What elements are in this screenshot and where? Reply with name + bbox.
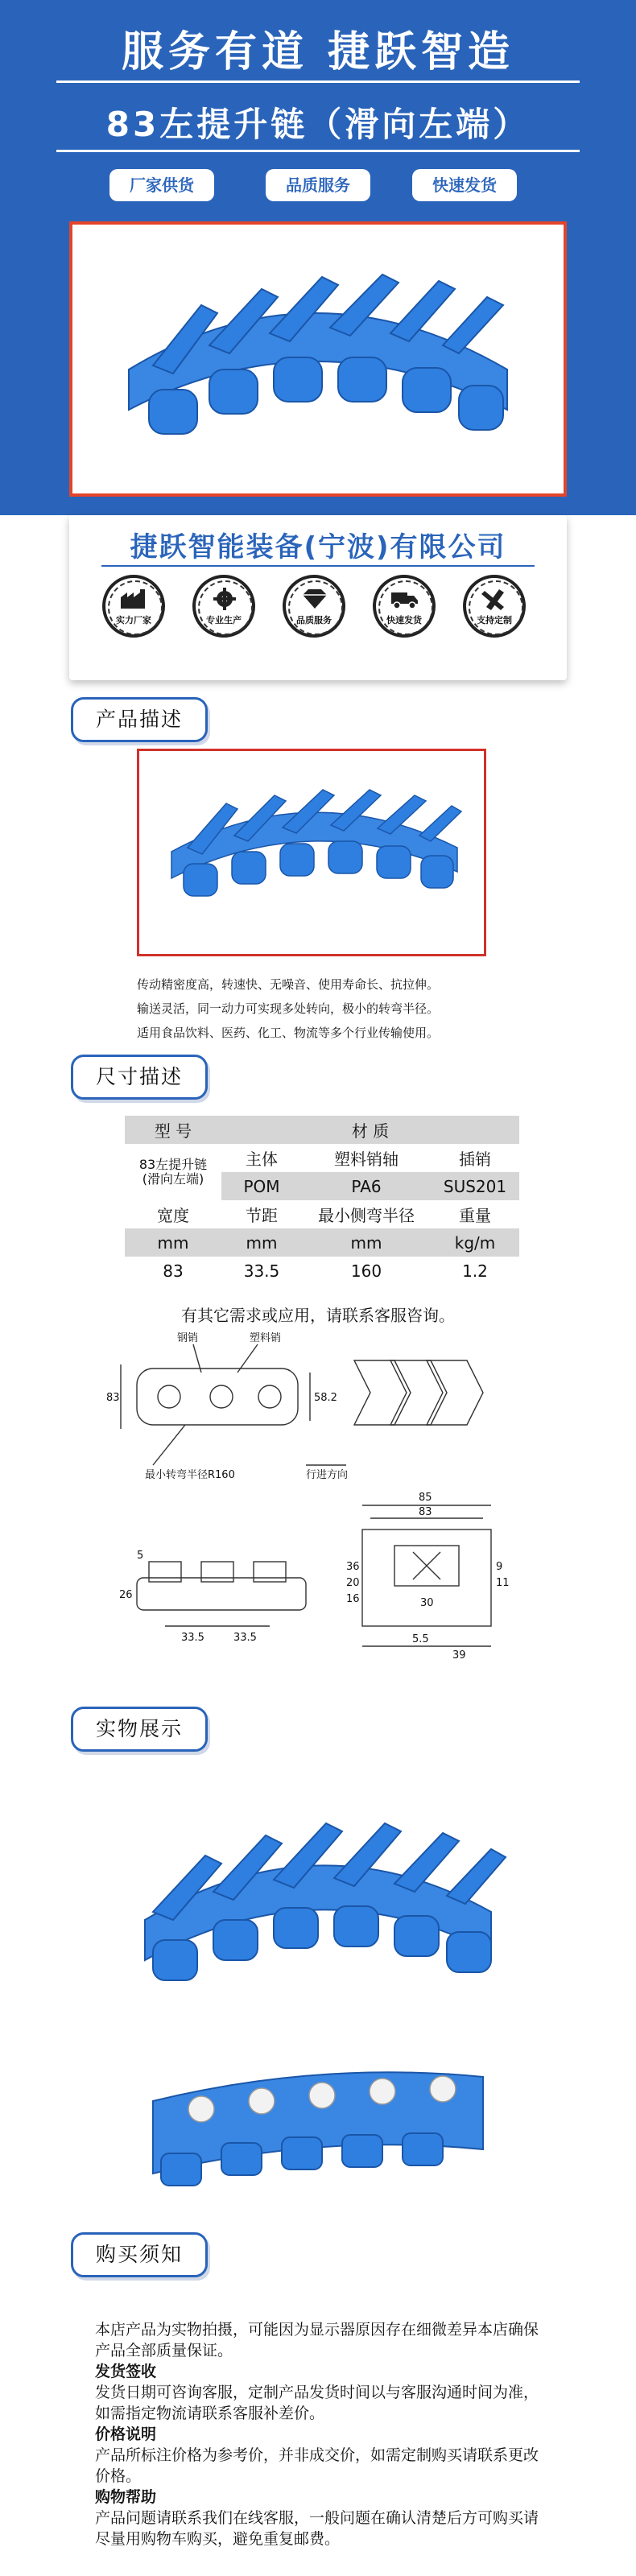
pill-factory-supply: 厂家供货 bbox=[109, 169, 214, 201]
dim-pitch-a: 33.5 bbox=[181, 1632, 204, 1644]
spec-cell: 重量 bbox=[459, 1206, 491, 1225]
hero-product-image bbox=[69, 221, 567, 497]
truck-icon bbox=[390, 588, 420, 610]
bottom-view-tab bbox=[201, 1562, 233, 1582]
description-line: 适用食品饮料、医药、化工、物流等多个行业传输使用。 bbox=[137, 1026, 440, 1040]
pill-quality-service: 品质服务 bbox=[266, 169, 370, 201]
spec-cell: 宽度 bbox=[157, 1206, 189, 1225]
notes-heading: 价格说明 bbox=[95, 2425, 157, 2443]
gear-icon bbox=[209, 588, 240, 610]
bottom-view-tab bbox=[254, 1562, 286, 1582]
dim-58-2: 58.2 bbox=[314, 1392, 337, 1404]
technical-drawing bbox=[105, 1328, 539, 1666]
spec-cell-model: 83左提升链 (滑向左端) bbox=[138, 1157, 208, 1187]
pin-circle bbox=[210, 1385, 233, 1408]
badge-label: 专业生产 bbox=[206, 615, 242, 625]
section-title-product-desc: 产品描述 bbox=[71, 697, 208, 742]
dim-9: 9 bbox=[496, 1561, 503, 1573]
leader-line bbox=[153, 1425, 185, 1465]
spec-cell: 33.5 bbox=[243, 1261, 280, 1281]
spec-cell: kg/m bbox=[431, 1228, 519, 1257]
spec-cell: 主体 bbox=[246, 1150, 278, 1169]
dim-39: 39 bbox=[452, 1649, 466, 1662]
badge-strong-factory bbox=[100, 575, 167, 638]
notes-paragraph: 发货日期可咨询客服，定制产品发货时间以与客服沟通时间为准，如需指定物流请联系客服补差价。 bbox=[95, 2384, 539, 2422]
spec-cell: 160 bbox=[350, 1261, 382, 1281]
pin-circle bbox=[258, 1385, 281, 1408]
spec-cell: mm bbox=[125, 1228, 221, 1257]
section-title-purchase-notes: 购买须知 bbox=[71, 2232, 208, 2277]
cross-section-body bbox=[362, 1530, 491, 1626]
dim-pitch-b: 33.5 bbox=[233, 1632, 257, 1644]
spec-cell: mm bbox=[221, 1228, 302, 1257]
spec-cell: 节距 bbox=[246, 1206, 278, 1225]
spec-cell: 插销 bbox=[459, 1150, 491, 1169]
spec-cell: mm bbox=[302, 1228, 431, 1257]
badge-quality-service bbox=[280, 575, 348, 638]
real-photo-top bbox=[129, 1799, 507, 2000]
dim-5: 5 bbox=[137, 1550, 144, 1562]
notes-paragraph: 产品所标注价格为参考价，并非成交价，如需定制购买请联系更改价格。 bbox=[95, 2446, 539, 2485]
dim-83-side: 83 bbox=[106, 1392, 120, 1404]
drawing-label-steel-pin: 钢销 bbox=[177, 1332, 199, 1344]
section-title-size-desc: 尺寸描述 bbox=[71, 1055, 208, 1100]
contact-note: 有其它需求或应用，请联系客服咨询。 bbox=[181, 1306, 455, 1325]
drawing-label-min-radius: 最小转弯半径R160 bbox=[145, 1469, 235, 1481]
hero-subtitle: 83左提升链（滑向左端） bbox=[105, 105, 531, 144]
dim-36: 36 bbox=[346, 1561, 360, 1573]
purchase-notes bbox=[95, 2319, 546, 2549]
diamond-icon bbox=[299, 588, 330, 610]
product-desc-image bbox=[137, 749, 486, 956]
notes-paragraph: 本店产品为实物拍摄，可能因为显示器原因存在细微差异本店确保产品全部质量保证。 bbox=[95, 2321, 539, 2359]
dim-26: 26 bbox=[119, 1589, 133, 1601]
spec-table bbox=[125, 1116, 519, 1285]
description-line: 传动精密度高，转速快、无噪音、使用寿命长、抗拉伸。 bbox=[137, 977, 440, 992]
badge-professional-production bbox=[190, 575, 258, 638]
dim-11: 11 bbox=[496, 1577, 510, 1589]
real-photo-bottom bbox=[145, 2013, 491, 2198]
spec-cell: POM bbox=[221, 1172, 302, 1200]
side-view-body bbox=[137, 1368, 298, 1425]
badge-customization bbox=[460, 575, 528, 638]
spec-cell: SUS201 bbox=[431, 1172, 519, 1200]
dim-16: 16 bbox=[346, 1593, 360, 1605]
badge-label: 快速发货 bbox=[386, 615, 422, 625]
dim-5-5: 5.5 bbox=[412, 1633, 429, 1645]
pin-circle bbox=[158, 1385, 180, 1408]
company-divider bbox=[101, 565, 535, 567]
section-title-real-photos: 实物展示 bbox=[71, 1707, 208, 1752]
dim-83-top: 83 bbox=[419, 1506, 432, 1518]
notes-heading: 发货签收 bbox=[95, 2363, 157, 2380]
notes-heading: 购物帮助 bbox=[95, 2488, 157, 2506]
company-card bbox=[69, 515, 567, 680]
spec-cell: 83 bbox=[163, 1261, 184, 1281]
dim-85: 85 bbox=[419, 1492, 432, 1504]
hero-divider-top bbox=[56, 80, 580, 83]
chain-illustration bbox=[129, 275, 507, 434]
product-description bbox=[137, 972, 555, 1045]
spec-cell: PA6 bbox=[302, 1172, 431, 1200]
hero-divider-bottom bbox=[56, 150, 580, 152]
badge-label: 实力厂家 bbox=[116, 615, 151, 625]
hero-slogan: 服务有道 捷跃智造 bbox=[121, 28, 515, 76]
hero-banner bbox=[0, 0, 636, 515]
badge-fast-shipping bbox=[370, 575, 438, 638]
company-name: 捷跃智能装备(宁波)有限公司 bbox=[130, 531, 506, 564]
bottom-view-tab bbox=[149, 1562, 181, 1582]
spec-cell: 1.2 bbox=[462, 1261, 488, 1281]
spec-cell: 型 号 bbox=[125, 1116, 221, 1144]
dim-30: 30 bbox=[420, 1597, 434, 1609]
spec-cell: 最小侧弯半径 bbox=[318, 1206, 415, 1225]
factory-icon bbox=[119, 588, 150, 610]
badge-label: 品质服务 bbox=[296, 615, 332, 625]
notes-paragraph: 产品问题请联系我们在线客服，一般问题在确认清楚后方可购买请尽量用购物车购买，避免重复邮费。 bbox=[95, 2509, 539, 2548]
description-line: 输送灵活，同一动力可实现多处转向，极小的转弯半径。 bbox=[137, 1001, 440, 1016]
drawing-label-plastic-pin: 塑料销 bbox=[250, 1332, 282, 1344]
pencil-ruler-icon bbox=[480, 588, 510, 610]
dim-20: 20 bbox=[346, 1577, 360, 1589]
badge-label: 支持定制 bbox=[477, 615, 512, 625]
chain-illustration bbox=[171, 790, 461, 896]
spec-cell: 材 质 bbox=[221, 1116, 519, 1144]
drawing-label-direction: 行进方向 bbox=[306, 1469, 349, 1481]
spec-cell: 塑料销轴 bbox=[334, 1150, 399, 1169]
bottom-view-body bbox=[137, 1578, 306, 1610]
pill-fast-shipping: 快速发货 bbox=[412, 169, 517, 201]
top-view-link bbox=[354, 1360, 411, 1425]
